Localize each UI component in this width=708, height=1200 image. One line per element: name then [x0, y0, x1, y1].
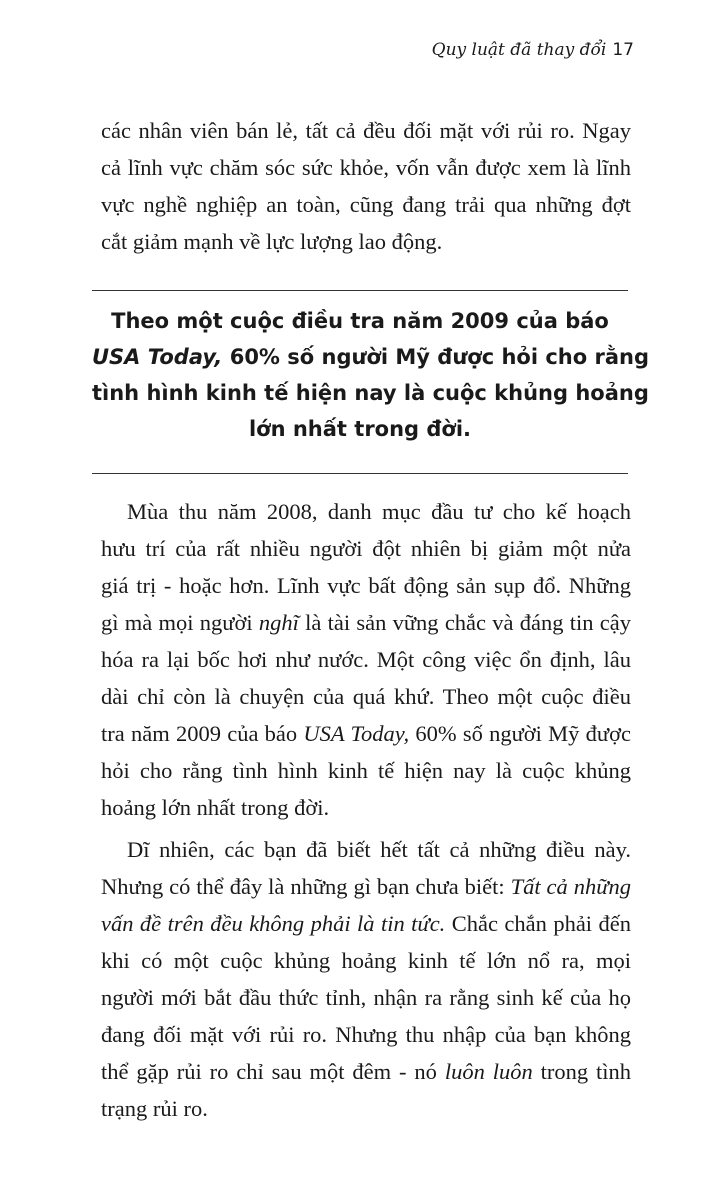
text-line: vực nghề nghiệp an toàn, cũng đang trải qua những đợt [101, 192, 631, 217]
pull-quote-line: lớn nhất trong đời. [248, 417, 472, 441]
text-line [101, 868, 631, 905]
text-run: trong tình [532, 1059, 631, 1084]
publication-name: USA Today, [303, 721, 410, 746]
text-line: trạng rủi ro. [101, 1096, 208, 1121]
text-run: Nhưng có thể đây là những gì bạn chưa biết: [101, 874, 511, 899]
pull-quote [92, 303, 649, 447]
text-run: 60% số người Mỹ được [409, 721, 631, 746]
emphasis: vấn đề trên đều không phải là tin tức. [101, 911, 446, 936]
text-run: là tài sản vững chắc và đáng tin cậy [298, 610, 631, 635]
pull-quote-top-rule [92, 290, 628, 291]
text-line: hưu trí của rất nhiều người đột nhiên bị giảm một nửa [101, 536, 631, 561]
text-run: gì mà mọi người [101, 610, 259, 635]
text-line: đang đối mặt với rủi ro. Nhưng thu nhập của bạn không [101, 1022, 631, 1047]
emphasis: nghĩ [258, 610, 299, 635]
pull-quote-line: Theo một cuộc điều tra năm 2009 của báo [111, 309, 609, 333]
running-title: Quy luật đã thay đổi [431, 40, 607, 60]
pull-quote-bottom-rule [92, 473, 628, 474]
text-line [101, 1053, 631, 1090]
text-line: khi có một cuộc khủng hoảng kinh tế lớn nổ ra, mọi [101, 948, 631, 973]
text-line [101, 604, 631, 641]
publication-name: USA Today, [92, 345, 223, 369]
text-line: dài chỉ còn là chuyện của quá khứ. Theo một cuộc điều [101, 684, 631, 709]
paragraph-2 [101, 493, 631, 826]
paragraph-1 [101, 112, 631, 260]
text-run: tra năm 2009 của báo [101, 721, 304, 746]
emphasis: Tất cả những [510, 874, 632, 899]
text-line: hỏi cho rằng tình hình kinh tế hiện nay là cuộc khủng [101, 758, 631, 783]
text-line: Dĩ nhiên, các bạn đã biết hết tất cả những điều này. [127, 837, 631, 862]
text-line: cắt giảm mạnh về lực lượng lao động. [101, 229, 443, 254]
text-line: người mới bắt đầu thức tỉnh, nhận ra rằng sinh kế của họ [101, 985, 631, 1010]
text-line [101, 905, 631, 942]
page-number: 17 [612, 40, 634, 60]
text-run: Chắc chắn phải đến [445, 911, 631, 936]
text-line: Mùa thu năm 2008, danh mục đầu tư cho kế hoạch [127, 499, 631, 524]
text-line: các nhân viên bán lẻ, tất cả đều đối mặt với rủi ro. Ngay [101, 118, 631, 143]
text-line [101, 715, 631, 752]
text-line: hoảng lớn nhất trong đời. [101, 795, 330, 820]
pull-quote-line [92, 339, 649, 375]
pull-quote-line: tình hình kinh tế hiện nay là cuộc khủng hoảng [92, 381, 649, 405]
text-line: cả lĩnh vực chăm sóc sức khỏe, vốn vẫn được xem là lĩnh [101, 155, 631, 180]
emphasis: luôn luôn [444, 1059, 533, 1084]
text-line: hóa ra lại bốc hơi như nước. Một công việc ổn định, lâu [101, 647, 631, 672]
text-line: giá trị - hoặc hơn. Lĩnh vực bất động sản sụp đổ. Những [101, 573, 631, 598]
running-header [432, 40, 634, 60]
pull-quote-text: 60% số người Mỹ được hỏi cho rằng [222, 345, 649, 369]
paragraph-3 [101, 831, 631, 1127]
text-run: thể gặp rủi ro chỉ sau một đêm - nó [101, 1059, 445, 1084]
